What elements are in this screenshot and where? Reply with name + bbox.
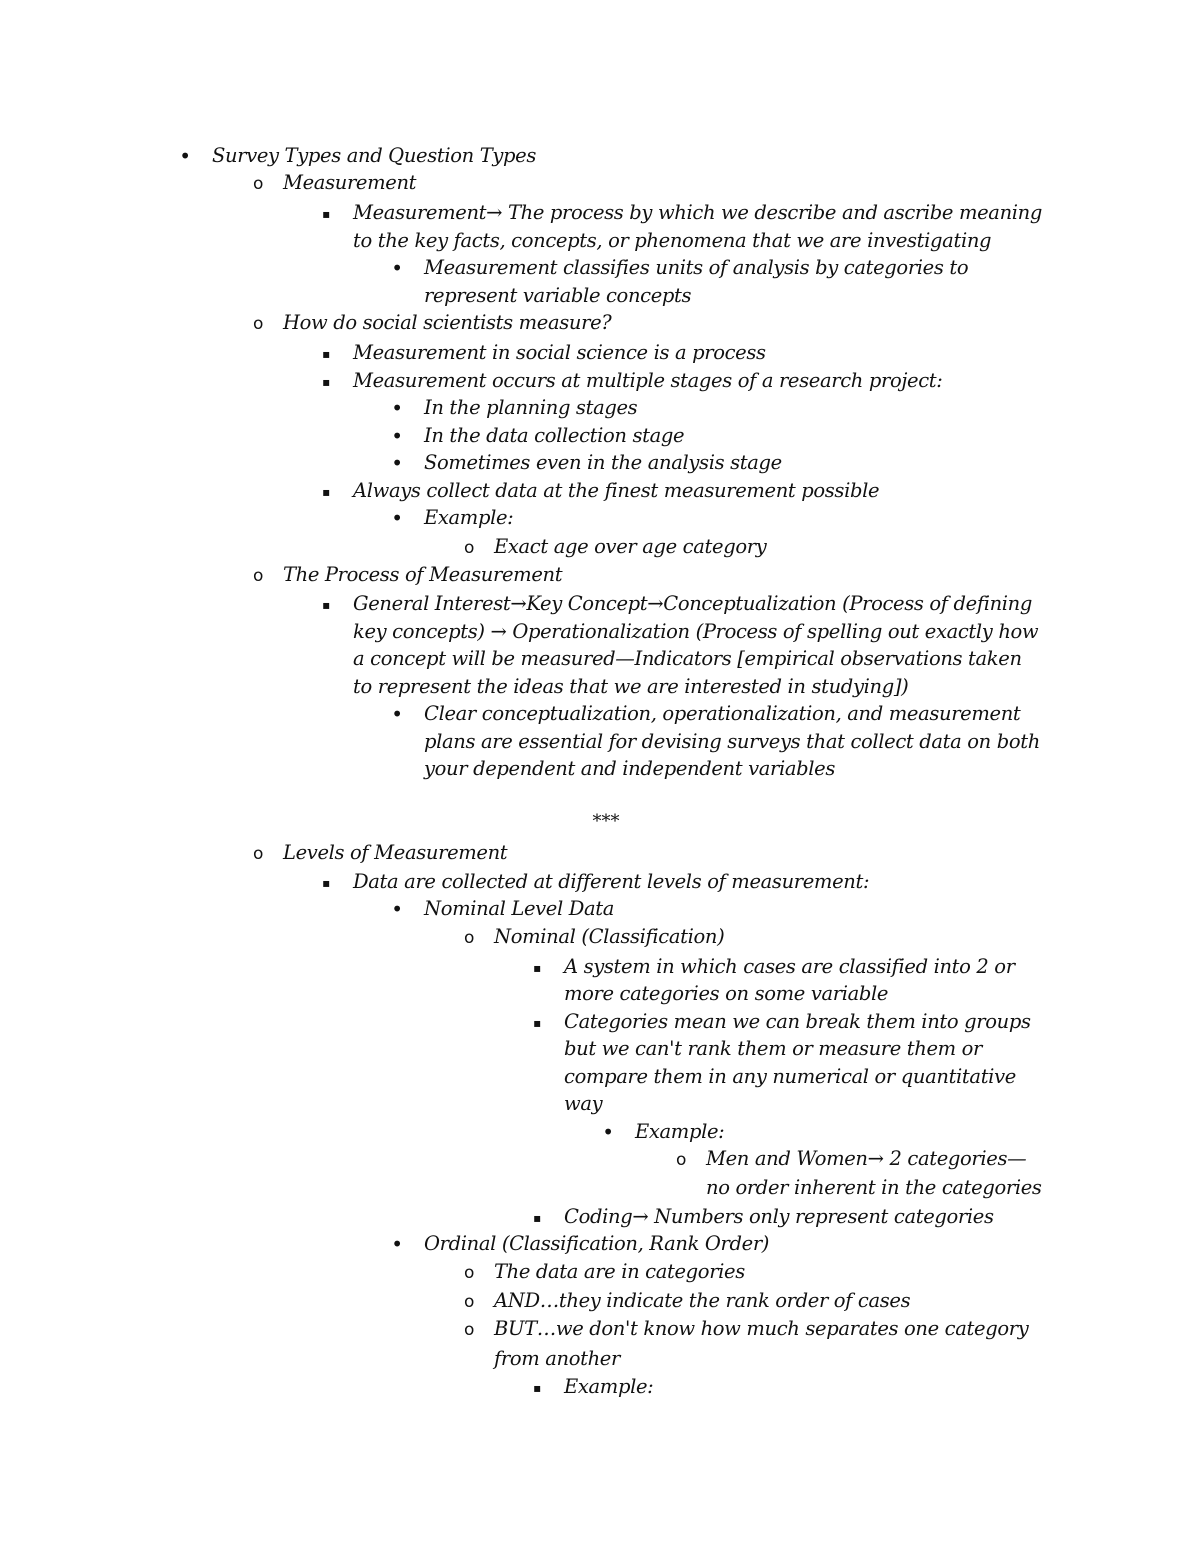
outline-item-square	[533, 1373, 654, 1401]
bullet-icon: •	[391, 256, 403, 280]
outline-item-square	[322, 367, 943, 395]
outline-item-bullet	[391, 1230, 770, 1258]
outline-text: Measurement classifies units of analysis by categories to	[424, 256, 969, 279]
outline-text: The data are in categories	[494, 1260, 745, 1283]
outline-text: your dependent and independent variables	[424, 757, 836, 780]
outline-item-circle	[252, 309, 612, 337]
outline-item-square	[322, 868, 870, 896]
outline-text: plans are essential for devising surveys that collect data on both	[424, 730, 1040, 753]
bullet-icon: •	[391, 1232, 403, 1256]
square-icon: ▪	[322, 347, 330, 361]
square-icon: ▪	[322, 876, 330, 890]
outline-text: How do social scientists measure?	[283, 311, 612, 334]
outline-text: Ordinal (Classification, Rank Order)	[424, 1232, 770, 1255]
bullet-icon: •	[179, 144, 191, 168]
outline-continuation	[564, 980, 888, 1008]
outline-continuation	[353, 673, 908, 701]
outline-text: Measurement in social science is a process	[353, 341, 766, 364]
outline-continuation	[494, 1345, 620, 1373]
outline-text: Measurement→ The process by which we describe and ascribe meaning	[353, 201, 1043, 224]
square-icon: ▪	[322, 207, 330, 221]
section-separator: ***	[592, 811, 620, 832]
circle-icon: o	[252, 314, 264, 334]
outline-continuation	[424, 728, 1040, 756]
bullet-icon: •	[391, 396, 403, 420]
outline-text: Example:	[424, 506, 514, 529]
square-icon: ▪	[533, 961, 541, 975]
bullet-icon: •	[602, 1120, 614, 1144]
outline-text: In the planning stages	[424, 396, 638, 419]
bullet-icon: •	[391, 897, 403, 921]
outline-item-circle	[463, 1315, 1029, 1343]
outline-continuation	[353, 227, 991, 255]
outline-continuation	[353, 618, 1038, 646]
square-icon: ▪	[322, 485, 330, 499]
outline-item-bullet	[391, 504, 514, 532]
outline-item-circle	[463, 1258, 745, 1286]
outline-text: Always collect data at the finest measurement possible	[353, 479, 880, 502]
outline-item-bullet	[391, 895, 615, 923]
circle-icon: o	[252, 844, 264, 864]
outline-item-circle	[463, 1287, 911, 1315]
outline-text: Example:	[564, 1375, 654, 1398]
outline-text: Survey Types and Question Types	[212, 144, 536, 167]
square-icon: ▪	[533, 1381, 541, 1395]
outline-text: compare them in any numerical or quantitative	[564, 1065, 1016, 1088]
outline-text: Clear conceptualization, operationalization, and measurement	[424, 702, 1021, 725]
outline-item-bullet	[602, 1118, 725, 1146]
outline-text: Categories mean we can break them into groups	[564, 1010, 1031, 1033]
outline-item-square	[533, 1008, 1031, 1036]
circle-icon: o	[252, 566, 264, 586]
outline-text: The Process of Measurement	[283, 563, 563, 586]
outline-item-circle	[252, 839, 508, 867]
outline-item-circle	[463, 533, 767, 561]
outline-item-circle	[252, 561, 563, 589]
outline-text: but we can't rank them or measure them or	[564, 1037, 983, 1060]
circle-icon: o	[463, 1292, 475, 1312]
outline-text: to the key facts, concepts, or phenomena that we are investigating	[353, 229, 992, 252]
bullet-icon: •	[391, 424, 403, 448]
outline-continuation	[564, 1035, 982, 1063]
outline-text: Sometimes even in the analysis stage	[424, 451, 782, 474]
bullet-icon: •	[391, 702, 403, 726]
outline-item-bullet	[391, 254, 969, 282]
outline-item-bullet	[391, 394, 638, 422]
outline-text: a concept will be measured—Indicators [empirical observations taken	[353, 647, 1022, 670]
outline-item-bullet	[391, 422, 685, 450]
outline-text: Coding→ Numbers only represent categories	[564, 1205, 994, 1228]
outline-text: General Interest→Key Concept→Conceptualization (Process of defining	[353, 592, 1033, 615]
outline-item-bullet	[391, 700, 1021, 728]
outline-text: no order inherent in the categories	[706, 1176, 1042, 1199]
outline-continuation	[424, 755, 835, 783]
outline-text: Measurement occurs at multiple stages of a research project:	[353, 369, 943, 392]
outline-item-bullet	[391, 449, 782, 477]
outline-text: AND…they indicate the rank order of cases	[494, 1289, 911, 1312]
outline-item-square	[533, 953, 1015, 981]
outline-text: Data are collected at different levels of measurement:	[353, 870, 870, 893]
outline-continuation	[353, 645, 1022, 673]
bullet-icon: •	[391, 451, 403, 475]
circle-icon: o	[463, 538, 475, 558]
outline-item-circle	[463, 923, 725, 951]
outline-text: BUT…we don't know how much separates one category	[494, 1317, 1029, 1340]
outline-text: In the data collection stage	[424, 424, 685, 447]
outline-item-square	[322, 477, 880, 505]
outline-item-circle	[675, 1145, 1027, 1173]
circle-icon: o	[463, 1263, 475, 1283]
outline-item-square	[322, 339, 766, 367]
square-icon: ▪	[322, 375, 330, 389]
outline-continuation	[706, 1174, 1042, 1202]
outline-text: A system in which cases are classified into 2 or	[564, 955, 1015, 978]
circle-icon: o	[463, 1320, 475, 1340]
outline-item-square	[533, 1203, 994, 1231]
outline-text: Measurement	[283, 171, 417, 194]
outline-item-square	[322, 590, 1033, 618]
outline-continuation	[424, 282, 691, 310]
outline-item-square	[322, 199, 1043, 227]
outline-text: Exact age over age category	[494, 535, 767, 558]
outline-text: from another	[494, 1347, 620, 1370]
outline-text: more categories on some variable	[564, 982, 889, 1005]
outline-text: Example:	[635, 1120, 725, 1143]
circle-icon: o	[463, 928, 475, 948]
square-icon: ▪	[533, 1016, 541, 1030]
outline-item-bullet	[179, 142, 536, 170]
outline-text: represent variable concepts	[424, 284, 692, 307]
bullet-icon: •	[391, 506, 403, 530]
outline-text: Levels of Measurement	[283, 841, 508, 864]
outline-text: Nominal Level Data	[424, 897, 615, 920]
outline-continuation	[564, 1090, 602, 1118]
square-icon: ▪	[533, 1211, 541, 1225]
outline-text: way	[564, 1092, 603, 1115]
outline-text: to represent the ideas that we are interested in studying])	[353, 675, 909, 698]
outline-text: key concepts) → Operationalization (Process of spelling out exactly how	[353, 620, 1039, 643]
circle-icon: o	[252, 174, 264, 194]
outline-continuation	[564, 1063, 1016, 1091]
square-icon: ▪	[322, 598, 330, 612]
outline-text: Men and Women→ 2 categories—	[706, 1147, 1027, 1170]
circle-icon: o	[675, 1150, 687, 1170]
outline-item-circle	[252, 169, 417, 197]
outline-text: Nominal (Classification)	[494, 925, 725, 948]
